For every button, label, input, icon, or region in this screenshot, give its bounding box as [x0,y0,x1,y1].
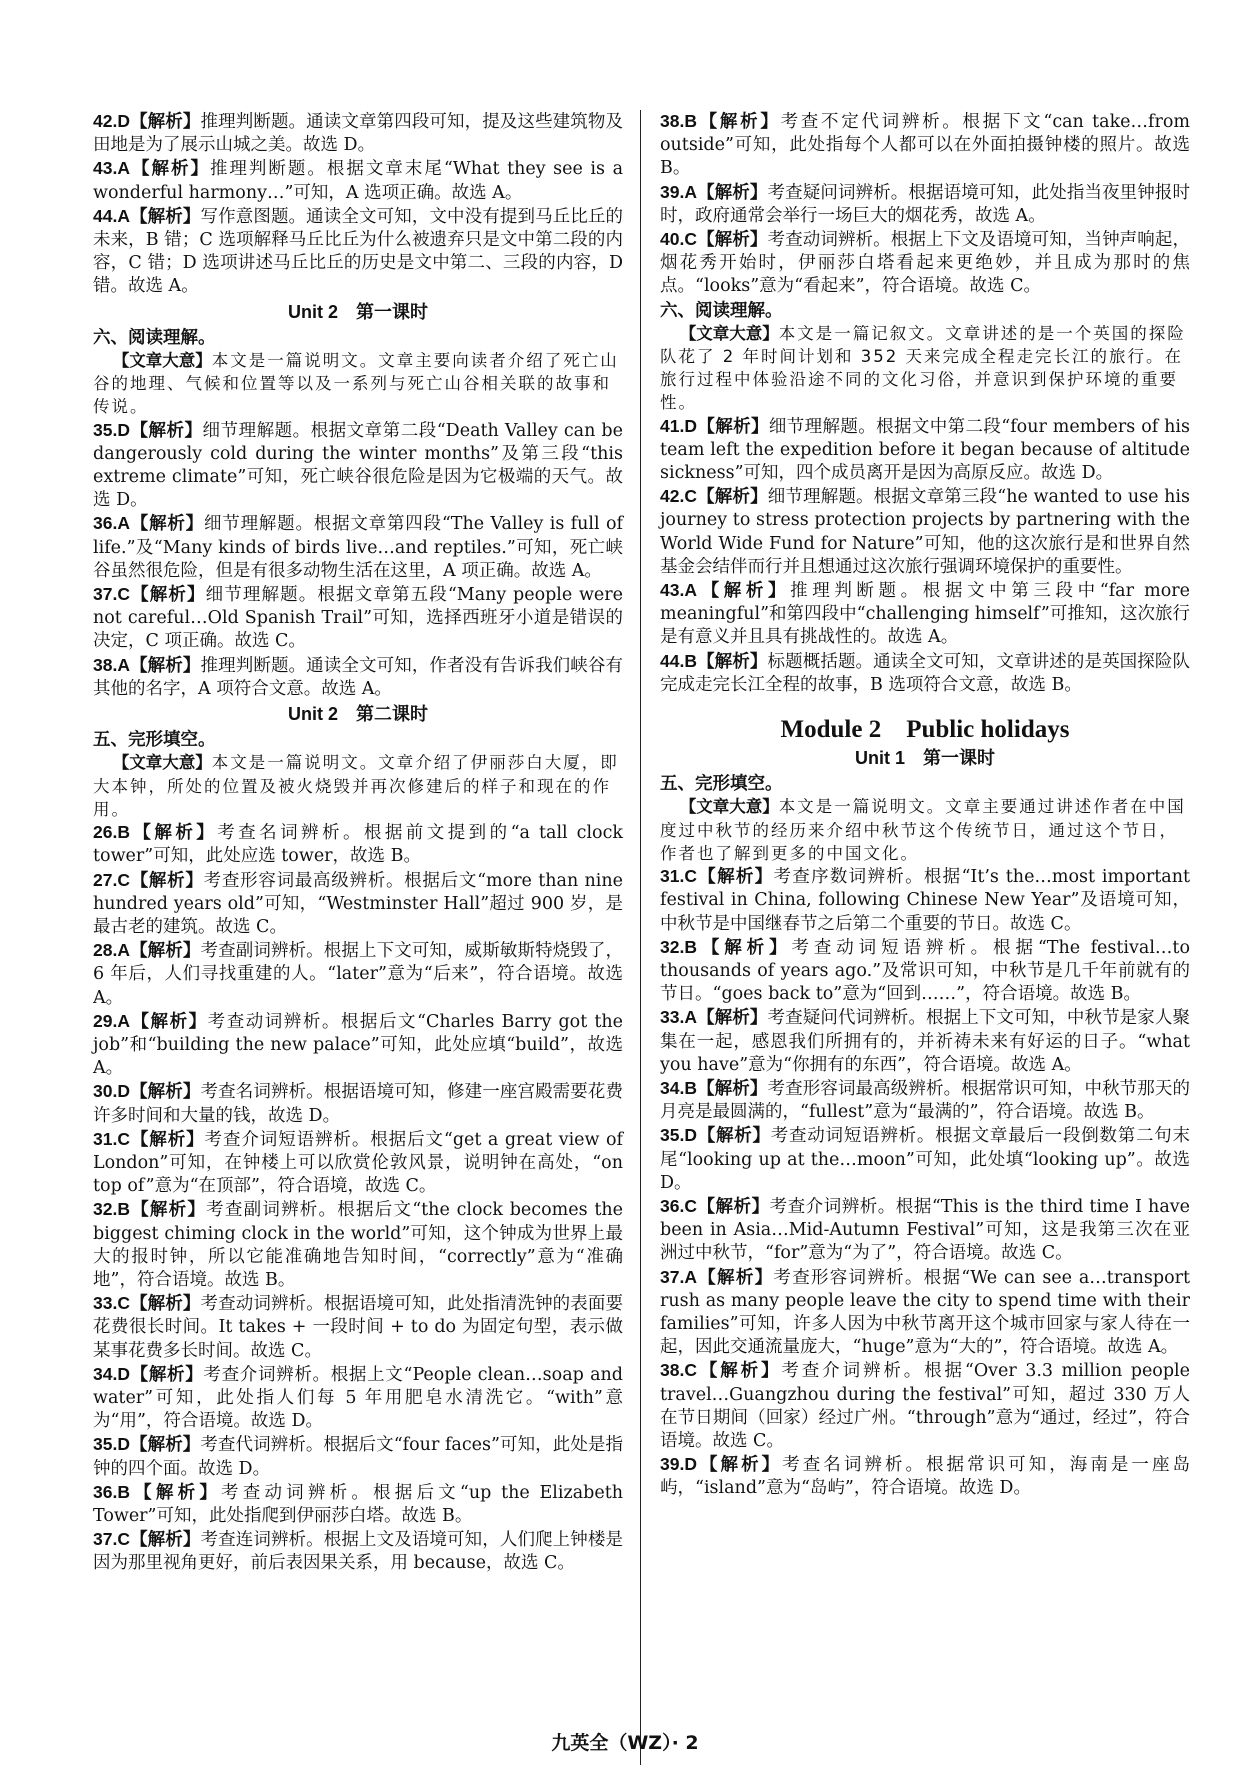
question-number: 33.C [93,1293,130,1314]
analysis-text: 考查形容词最高级辨析。根据后文“more than nine hundred years old”可知，“Westminster Hall”超过 900 岁，是最古老的建筑。故选 C。 [93,870,624,937]
analysis-text: 考查连词辨析。根据上文及语境可知，人们爬上钟楼是因为那里视角更好，前后表因果关系，用 because，故选 C。 [93,1530,624,1574]
analysis-tag: 【解析】 [129,869,204,890]
answer-item [660,1266,1190,1360]
section-heading: 六、阅读理解。 [93,326,216,347]
question-number: 31.C [93,1128,130,1149]
question-number: 38.A [93,654,130,675]
question-number: 37.A [660,1266,697,1287]
question-number: 26.B [93,822,130,843]
analysis-tag: 【解析】 [696,1125,771,1146]
analysis-tag: 【解析】 [129,1363,204,1384]
answer-item [93,869,623,940]
analysis-text: 细节理解题。根据文章第三段“he wanted to use his journey to stress protection projects by partnering with the World Wide Fund for Nature”可知，他的这次旅行是和世界自然基金会结伴而行并且想通过这次旅行强调环境保护的重要性。 [660,487,1191,577]
analysis-tag: 【解析】 [129,513,204,534]
answer-item [93,110,623,157]
analysis-tag: 【解析】 [129,205,201,226]
article-summary [93,349,623,419]
article-summary [660,795,1190,865]
analysis-text: 考查形容词辨析。根据“We can see a…transport rush as many people leave the city to spend time with their families”可知，许多人因为中秋节离开这个城市回家与家人待在一起，因此交通流量庞大，“huge”意为“大的”，符合语境。故选 A。 [660,1267,1191,1358]
answer-item [660,1124,1190,1195]
right-column [660,110,1190,1501]
question-number: 35.D [660,1125,697,1146]
question-number: 37.C [93,1529,130,1550]
analysis-tag: 【解析】 [129,1010,208,1031]
question-number: 36.A [93,513,130,534]
analysis-tag: 【解析】 [129,1481,222,1502]
question-number: 32.B [660,936,697,957]
analysis-tag: 【解析】 [696,936,792,957]
answer-item [93,1128,623,1199]
answer-item [660,1195,1190,1266]
analysis-tag: 【解析】 [696,1077,768,1098]
answer-item [660,415,1190,486]
answer-item [660,1359,1190,1453]
answer-item [660,650,1190,697]
answer-item [93,1080,623,1127]
summary-text: 本文是一篇记叙文。文章讲述的是一个英国的探险队花了 2 年时间计划和 352 天来完成全程走完长江的旅行。在旅行过程中体验沿途不同的文化习俗，并意识到保护环境的重要性。 [660,323,1186,413]
analysis-tag: 【解析】 [129,419,203,440]
answer-item [93,1292,623,1363]
analysis-text: 考查动词辨析。根据后文“Charles Barry got the job”和“building the new palace”可知，此处应填“build”，故选 A。 [93,1011,624,1079]
question-number: 42.C [660,486,697,507]
analysis-text: 考查副词辨析。根据后文“the clock becomes the biggest chiming clock in the world”可知，这个钟成为世界上最大的报时钟，所以它能准确地告知时间，“correctly”意为“准确地”，符合语境。故选 B。 [93,1200,624,1290]
analysis-text: 写作意图题。通读全文可知，文中没有提到马丘比丘的未来，B 错；C 选项解释马丘比丘为什么被遗弃只是文中第二段的内容，C 错；D 选项讲述马丘比丘的历史是文中第二、三段的内容，D 错。故选 A。 [93,206,624,297]
analysis-text: 考查动词短语辨析。根据“The festival…to thousands of years ago.”及常识可知，中秋节是几千年前就有的节日。“goes back to”意为“回到……”，符合语境。故选 B。 [660,937,1190,1005]
question-number: 41.D [660,415,697,436]
question-number: 31.C [660,866,697,887]
analysis-text: 考查不定代词辨析。根据下文“can take…from outside”可知，此处指每个人都可以在外面拍摄钟楼的照片。故选 B。 [660,112,1191,179]
analysis-tag: 【解析】 [696,181,768,202]
answer-item [93,1481,623,1528]
analysis-text: 考查介词辨析。根据“This is the third time I have been in Asia…Mid-Autumn Festival”可知，这是我第三次在亚洲过中秋节，“for”意为“为了”，符合语境。故选 C。 [660,1196,1190,1264]
answer-item [660,1453,1190,1500]
answer-item [93,512,623,583]
analysis-text: 考查疑问词辨析。根据语境可知，此处指当夜里钟报时时，政府通常会举行一场巨大的烟花秀，故选 A。 [660,182,1191,226]
question-number: 38.C [660,1360,697,1381]
module-heading: Module 2 Public holidays [780,716,1070,744]
answer-item [660,865,1190,936]
analysis-tag: 【解析】 [696,580,791,601]
analysis-tag: 【解析】 [129,1293,201,1314]
unit-heading: Unit 2 第二课时 [287,704,428,725]
analysis-text: 推理判断题。根据文中第三段中“far more meaningful”和第四段中“challenging himself”可推知，这次旅行是有意义并且具有挑战性的。故选 A。 [660,581,1191,648]
answer-item [93,1010,623,1081]
analysis-tag: 【解析】 [696,229,768,250]
analysis-text: 考查代词辨析。根据后文“four faces”可知，此处是指钟的四个面。故选 D。 [93,1435,623,1479]
analysis-text: 细节理解题。根据文章第四段“The Valley is full of life.”及“Many kinds of birds live…and reptiles.”可知，死亡峡谷虽然很危险，但是有很多动物生活在这里，A 项正确。故选 A。 [93,514,623,581]
article-summary [93,751,623,821]
analysis-tag: 【解析】 [129,158,210,179]
section-heading: 五、完形填空。 [93,729,216,750]
question-number: 36.C [660,1195,697,1216]
section-heading: 五、完形填空。 [660,773,783,794]
answer-page [48,52,1191,1722]
answer-item [93,205,623,299]
question-number: 44.B [660,650,697,671]
page-footer: 九英全（WZ）· 2 [551,1732,699,1754]
question-number: 33.A [660,1007,697,1028]
analysis-tag: 【解析】 [696,1360,782,1381]
summary-text: 本文是一篇说明文。文章介绍了伊丽莎白大厦，即大本钟，所处的位置及被火烧毁并再次修建后的样子和现在的作用。 [93,753,619,819]
answer-item [660,110,1190,181]
analysis-text: 推理判断题。通读文章第四段可知，提及这些建筑物及田地是为了展示山城之美。故选 D。 [93,112,624,156]
analysis-tag: 【解析】 [696,486,768,507]
analysis-text: 考查疑问代词辨析。根据上下文可知，中秋节是家人聚集在一起，感恩我们所拥有的，并祈祷未来有好运的日子。“what you have”意为“你拥有的东西”，符合语境。故选 A。 [660,1008,1191,1075]
analysis-tag: 【解析】 [129,584,206,605]
question-number: 37.C [93,584,130,605]
analysis-text: 考查动词短语辨析。根据文章最后一段倒数第二句末尾“looking up at the…moon”可知，此处填“looking up”。故选 D。 [660,1126,1191,1193]
analysis-tag: 【解析】 [696,1454,783,1475]
analysis-text: 考查介词短语辨析。根据后文“get a great view of London”可知，在钟楼上可以欣赏伦敦风景，说明钟在高处，“on top of”意为“在顶部”，符合语境，故选 C。 [93,1129,624,1197]
article-summary [660,322,1190,415]
question-number: 27.C [93,869,130,890]
question-number: 39.A [660,181,697,202]
section-heading: 六、阅读理解。 [660,299,783,320]
question-number: 35.D [93,419,130,440]
question-number: 44.A [93,205,130,226]
analysis-text: 标题概括题。通读全文可知，文章讲述的是英国探险队完成走完长江全程的故事，B 选项符合文意，故选 B。 [660,651,1191,695]
summary-tag: 【文章大意】 [112,351,212,371]
answer-item [93,583,623,654]
analysis-text: 细节理解题。根据文章第二段“Death Valley can be dangerously cold during the winter months”及第三段“this extreme climate”可知，死亡峡谷很危险是因为它极端的天气。故选 D。 [93,420,623,511]
analysis-text: 考查动词辨析。根据上下文及语境可知，当钟声响起，烟花秀开始时，伊丽莎白塔看起来更绝妙，并且成为那时的焦点。“looks”意为“看起来”，符合语境。故选 C。 [660,230,1191,297]
analysis-text: 考查名词辨析。根据前文提到的“a tall clock tower”可知，此处应选 tower，故选 B。 [93,823,623,867]
analysis-tag: 【解析】 [696,1007,768,1028]
answer-item [93,157,623,204]
analysis-tag: 【解析】 [129,1128,205,1149]
question-number: 30.D [93,1081,130,1102]
unit-heading: Unit 1 第一课时 [854,748,995,769]
question-number: 43.A [93,158,130,179]
analysis-tag: 【解析】 [129,940,201,961]
question-number: 36.B [93,1481,130,1502]
analysis-text: 考查副词辨析。根据上下文可知，威斯敏斯特烧毁了，6 年后，人们寻找重建的人。“later”意为“后来”，符合语境。故选 A。 [93,941,624,1008]
question-number: 29.A [93,1010,130,1031]
analysis-text: 细节理解题。根据文中第二段“four members of his team left the expedition before it began because of altitude sickness”可知，四个成员离开是因为高原反应。故选 D。 [660,416,1190,484]
analysis-text: 考查名词辨析。根据语境可知，修建一座宫殿需要花费许多时间和大量的钱，故选 D。 [93,1082,624,1126]
answer-item [93,1198,623,1292]
analysis-text: 考查名词辨析。根据常识可知，海南是一座岛屿，“island”意为“岛屿”，符合语境。故选 D。 [660,1455,1191,1499]
summary-tag: 【文章大意】 [679,797,779,817]
analysis-text: 推理判断题。根据文章末尾“What they see is a wonderful harmony…”可知，A 选项正确。故选 A。 [93,159,624,203]
answer-item [660,579,1190,650]
answer-item [660,1006,1190,1077]
answer-item [93,939,623,1010]
answer-item [93,821,623,868]
analysis-tag: 【解析】 [129,822,218,843]
analysis-tag: 【解析】 [696,1266,774,1287]
question-number: 28.A [93,940,130,961]
question-number: 34.B [660,1077,697,1098]
answer-item [93,1528,623,1575]
answer-item [660,1077,1190,1124]
analysis-text: 考查介词辨析。根据“Over 3.3 million people travel…Guangzhou during the festival”可知，超过 330 万人在节日期间（回家）经过广州。“through”意为“通过，经过”，符合语境。故选 C。 [660,1361,1190,1451]
summary-text: 本文是一篇说明文。文章主要向读者介绍了死亡山谷的地理、气候和位置等以及一系列与死亡山谷相关联的故事和传说。 [93,351,619,417]
analysis-tag: 【解析】 [696,866,774,887]
analysis-tag: 【解析】 [696,650,768,671]
analysis-text: 考查介词辨析。根据上文“People clean…soap and water”可知，此处指人们每 5 年用肥皂水清洗它。“with”意为“用”，符合语境。故选 D。 [93,1364,623,1432]
answer-item [660,181,1190,228]
analysis-text: 考查形容词最高级辨析。根据常识可知，中秋节那天的月亮是最圆满的，“fullest”意为“最满的”，符合语境。故选 B。 [660,1078,1191,1123]
analysis-text: 考查序数词辨析。根据“It’s the…most important festival in China, following Chinese New Year”及语境可知，中秋节是中国继春节之后第二个重要的节日。故选 C。 [660,867,1190,934]
answer-item [93,419,623,513]
analysis-text: 细节理解题。根据文章第五段“Many people were not careful…Old Spanish Trail”可知，选择西班牙小道是错误的决定，C 项正确。故选 C。 [93,585,624,652]
answer-item [93,1363,623,1434]
summary-tag: 【文章大意】 [112,753,212,773]
question-number: 40.C [660,229,697,250]
answer-item [93,654,623,701]
question-number: 35.D [93,1434,130,1455]
analysis-tag: 【解析】 [696,415,769,436]
question-number: 38.B [660,111,697,131]
summary-text: 本文是一篇说明文。文章主要通过讲述作者在中国度过中秋节的经历来介绍中秋节这个传统节日，通过这个节日，作者也了解到更多的中国文化。 [660,797,1186,863]
analysis-tag: 【解析】 [696,111,781,131]
analysis-tag: 【解析】 [129,1199,207,1220]
analysis-tag: 【解析】 [129,1434,201,1455]
answer-item [660,485,1190,579]
answer-item [660,228,1190,299]
column-divider [640,110,641,1765]
summary-tag: 【文章大意】 [679,323,779,343]
analysis-tag: 【解析】 [696,1195,770,1216]
analysis-tag: 【解析】 [129,1529,201,1550]
answer-item [93,1433,623,1480]
analysis-tag: 【解析】 [129,1081,201,1102]
analysis-tag: 【解析】 [129,111,201,131]
analysis-text: 考查动词辨析。根据语境可知，此处指清洗钟的表面要花费很长时间。It takes + 一段时间 + to do 为固定句型，表示做某事花费多长时间。故选 C。 [93,1294,624,1361]
question-number: 39.D [660,1454,697,1475]
answer-item [660,936,1190,1007]
question-number: 34.D [93,1363,130,1384]
left-column [93,110,623,1576]
analysis-text: 考查动词辨析。根据后文“up the Elizabeth Tower”可知，此处指爬到伊丽莎白塔。故选 B。 [93,1482,623,1526]
unit-heading: Unit 2 第一课时 [287,301,428,322]
analysis-text: 推理判断题。通读全文可知，作者没有告诉我们峡谷有其他的名字，A 项符合文意。故选 A。 [93,655,624,699]
question-number: 42.D [93,111,130,131]
question-number: 32.B [93,1199,130,1220]
analysis-tag: 【解析】 [129,654,201,675]
question-number: 43.A [660,580,697,601]
